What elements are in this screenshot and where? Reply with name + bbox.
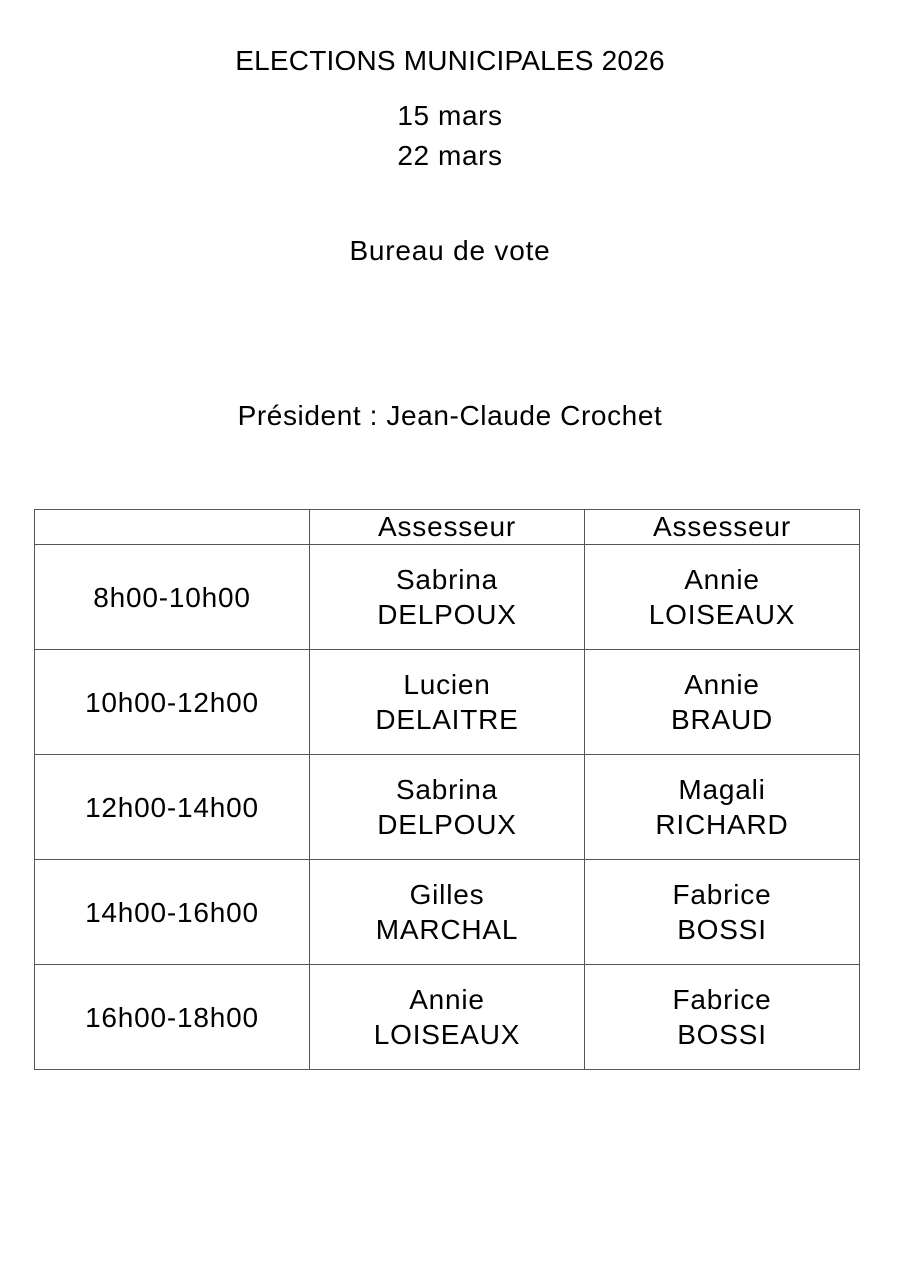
assessor-first-name: Annie <box>684 564 760 595</box>
assessor-first-name: Magali <box>678 774 766 805</box>
assessor-first-name: Sabrina <box>395 564 499 595</box>
time-slot: 14h00-16h00 <box>35 860 310 965</box>
assessor-last-name: LOISEAUX <box>648 599 796 630</box>
assessor-last-name: DELPOUX <box>377 599 517 630</box>
assessor-1-cell <box>310 965 585 1070</box>
assessor-first-name: Lucien <box>403 669 491 700</box>
time-slot: 16h00-18h00 <box>35 965 310 1070</box>
assessor-first-name: Annie <box>409 984 485 1015</box>
table-header-row <box>35 510 860 545</box>
assessor-first-name: Fabrice <box>672 984 772 1015</box>
assessor-first-name: Annie <box>684 669 760 700</box>
assessor-last-name: RICHARD <box>655 809 789 840</box>
assessor-last-name: MARCHAL <box>375 914 519 945</box>
assessor-last-name: BOSSI <box>677 914 767 945</box>
assessor-1-cell <box>310 650 585 755</box>
assessor-2-cell <box>585 755 860 860</box>
column-header-assessor-1: Assesseur <box>310 510 585 545</box>
assessor-last-name: LOISEAUX <box>373 1019 521 1050</box>
table-row <box>35 545 860 650</box>
assessor-last-name: BRAUD <box>670 704 773 735</box>
column-header-slot <box>35 510 310 545</box>
time-slot: 8h00-10h00 <box>35 545 310 650</box>
document-title: ELECTIONS MUNICIPALES 2026 <box>235 45 665 76</box>
table-row <box>35 755 860 860</box>
bureau-label: Bureau de vote <box>349 235 551 266</box>
assessor-1-cell <box>310 545 585 650</box>
column-header-assessor-2: Assesseur <box>585 510 860 545</box>
table-row <box>35 650 860 755</box>
time-slot: 12h00-14h00 <box>35 755 310 860</box>
assessor-first-name: Sabrina <box>395 774 499 805</box>
assessor-2-cell <box>585 545 860 650</box>
president-line: Président : Jean-Claude Crochet <box>237 400 663 431</box>
time-slot: 10h00-12h00 <box>35 650 310 755</box>
election-date-second-round: 22 mars <box>397 140 503 171</box>
assessor-last-name: DELPOUX <box>377 809 517 840</box>
assessor-1-cell <box>310 860 585 965</box>
table-row <box>35 965 860 1070</box>
assessor-first-name: Fabrice <box>672 879 772 910</box>
table-row <box>35 860 860 965</box>
assessor-last-name: BOSSI <box>677 1019 767 1050</box>
assessor-2-cell <box>585 650 860 755</box>
assessor-2-cell <box>585 860 860 965</box>
assessor-1-cell <box>310 755 585 860</box>
assessor-schedule-table <box>34 509 860 1070</box>
assessor-2-cell <box>585 965 860 1070</box>
election-date-first-round: 15 mars <box>397 100 503 131</box>
assessor-first-name: Gilles <box>409 879 485 910</box>
assessor-last-name: DELAITRE <box>375 704 519 735</box>
